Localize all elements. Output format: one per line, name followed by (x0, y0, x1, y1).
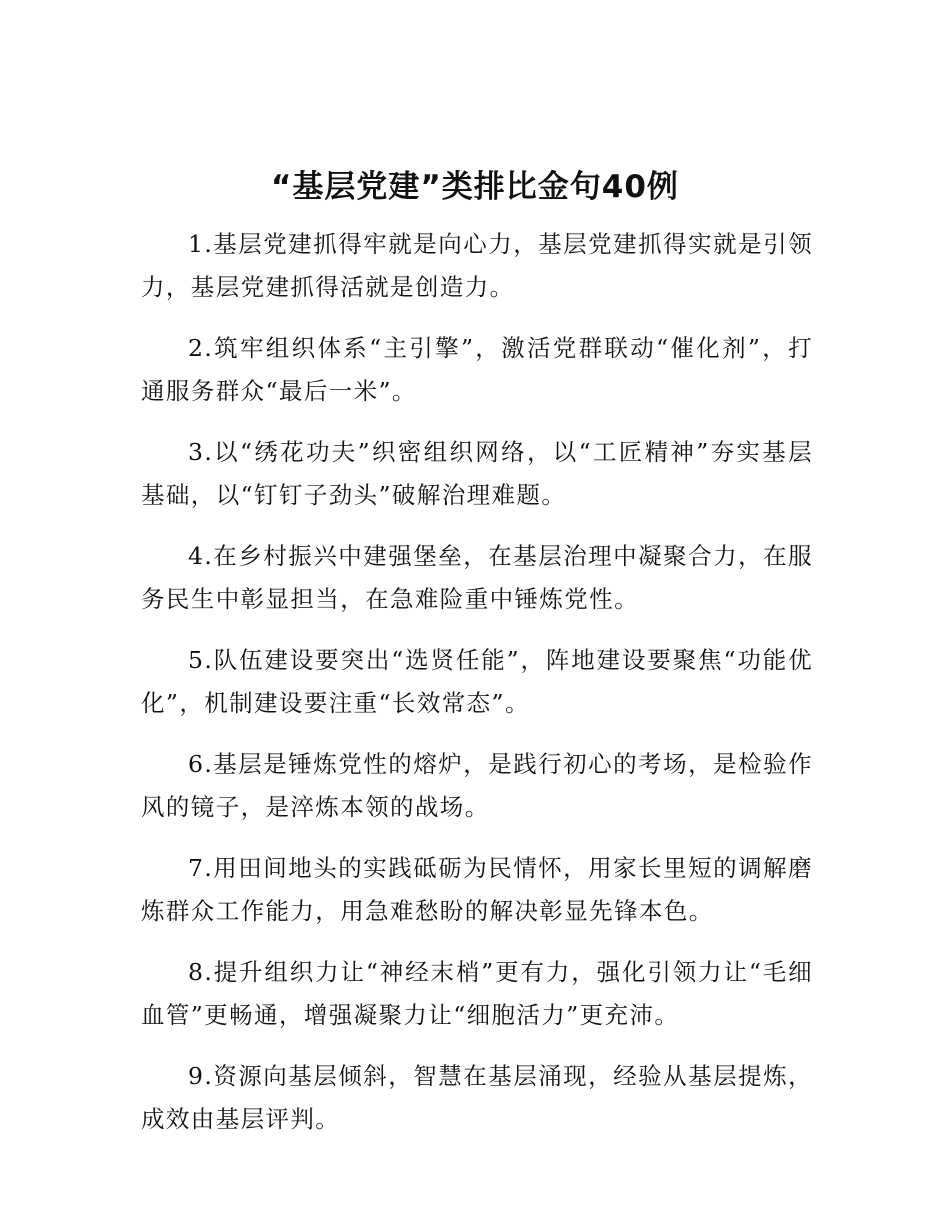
document-title: “基层党建”类排比金句40例 (271, 169, 679, 205)
paragraph-7: 7.用田间地头的实践砥砺为民情怀，用家长里短的调解磨炼群众工作能力，用急难愁盼的解决彰显先锋本色。 (141, 854, 813, 925)
paragraph-3: 3.以“绣花功夫”织密组织网络，以“工匠精神”夯实基层基础，以“钉钉子劲头”破解治理难题。 (141, 438, 813, 509)
document-body (141, 223, 813, 1159)
paragraph-6: 6.基层是锤炼党性的熔炉，是践行初心的考场，是检验作风的镜子，是淬炼本领的战场。 (141, 750, 813, 821)
paragraph-1: 1.基层党建抓得牢就是向心力，基层党建抓得实就是引领力，基层党建抓得活就是创造力。 (141, 230, 813, 301)
paragraph-2: 2.筑牢组织体系“主引擎”，激活党群联动“催化剂”，打通服务群众“最后一米”。 (141, 334, 813, 405)
paragraph-8: 8.提升组织力让“神经末梢”更有力，强化引领力让“毛细血管”更畅通，增强凝聚力让“细胞活力”更充沛。 (141, 958, 813, 1029)
paragraph-4: 4.在乡村振兴中建强堡垒，在基层治理中凝聚合力，在服务民生中彰显担当，在急难险重中锤炼党性。 (141, 542, 813, 613)
paragraph-5: 5.队伍建设要突出“选贤任能”，阵地建设要聚焦“功能优化”，机制建设要注重“长效常态”。 (141, 646, 813, 717)
paragraph-9: 9.资源向基层倾斜，智慧在基层涌现，经验从基层提炼，成效由基层评判。 (141, 1062, 813, 1133)
